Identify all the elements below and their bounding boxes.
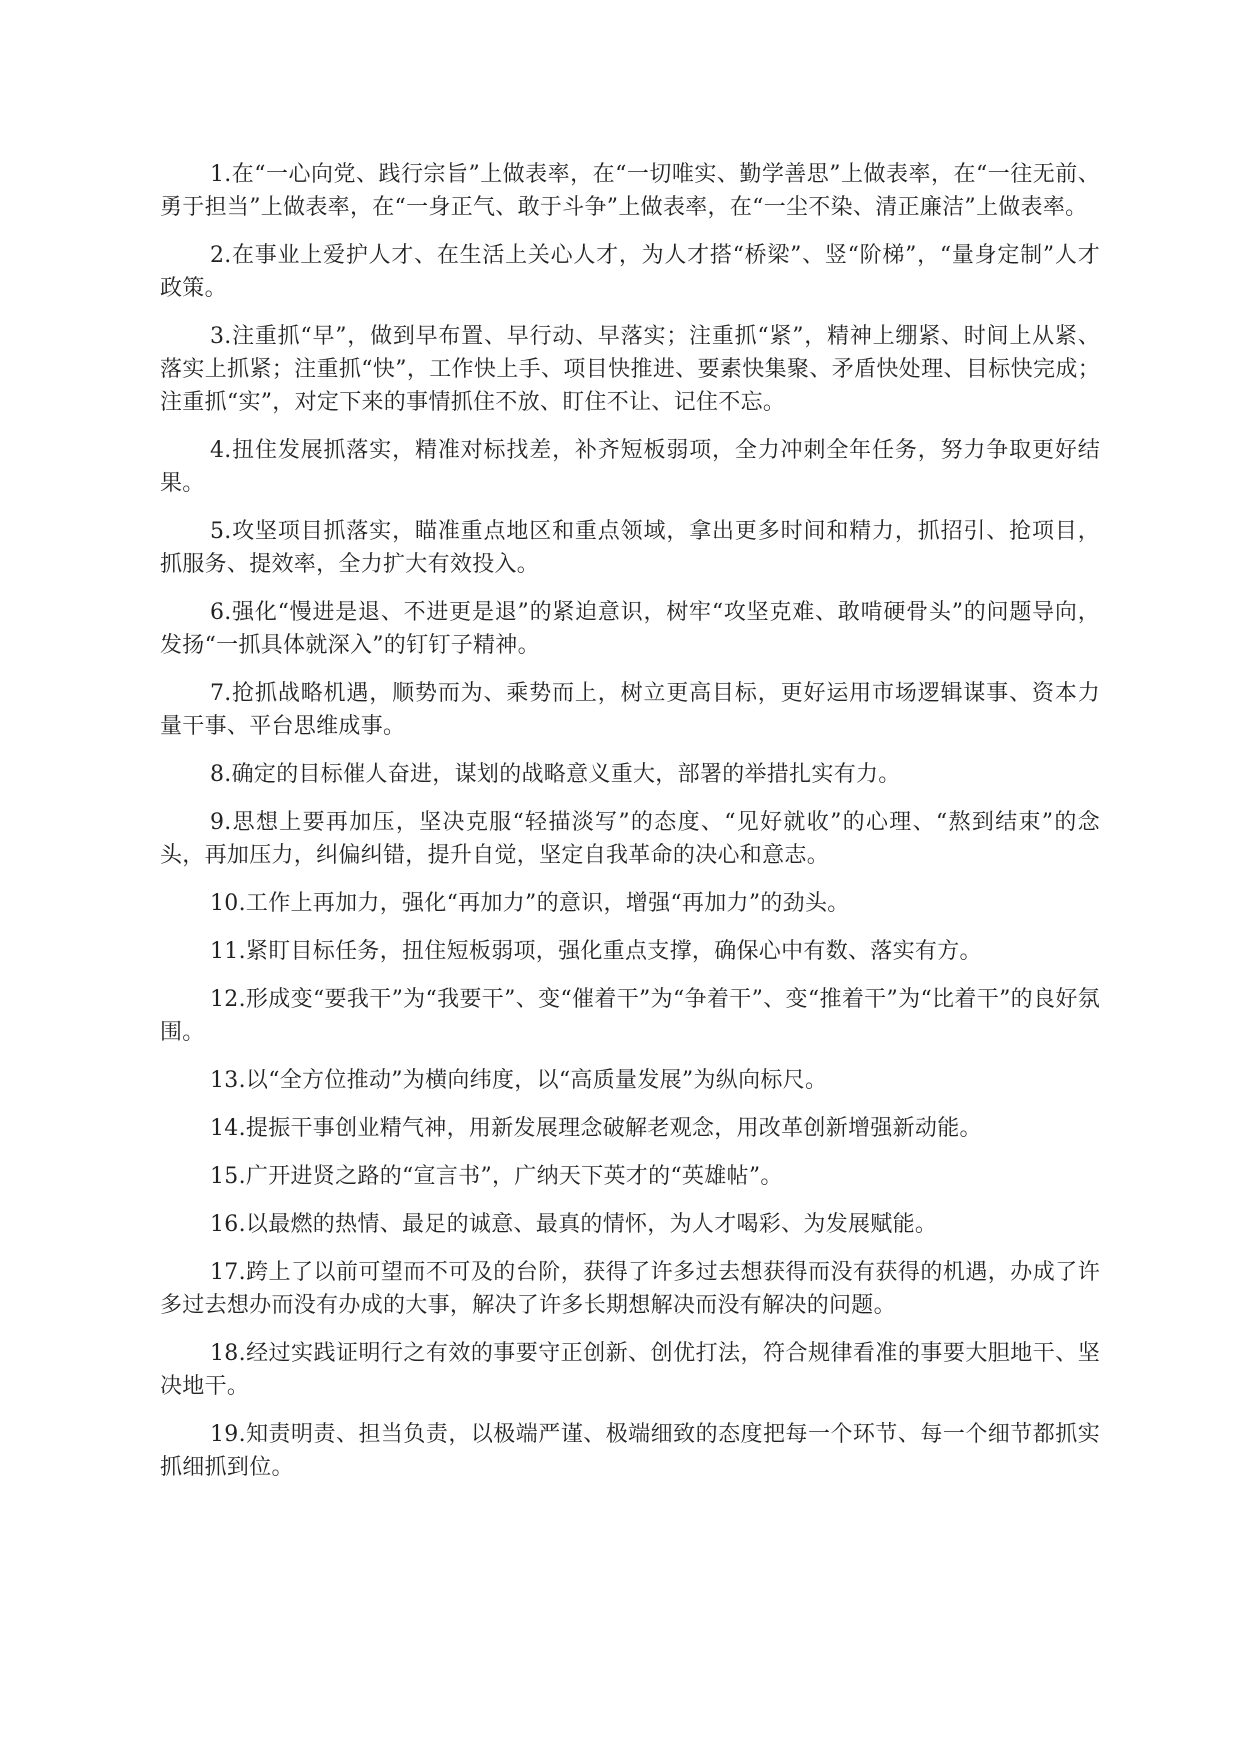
list-item [160, 1160, 1100, 1193]
list-item [160, 1418, 1100, 1484]
item-number: 2. [210, 243, 232, 268]
item-text: 强化“慢进是退、不进更是退”的紧迫意识，树牢“攻坚克难、敢啃硬骨头”的问题导向，发扬“一抓具体就深入”的钉钉子精神。 [160, 600, 1100, 658]
item-number: 4. [210, 438, 232, 463]
list-item [160, 677, 1100, 743]
list-item [160, 758, 1100, 791]
item-number: 12. [210, 987, 246, 1012]
list-item [160, 1256, 1100, 1322]
document-body [160, 158, 1100, 1499]
item-text: 以最燃的热情、最足的诚意、最真的情怀，为人才喝彩、为发展赋能。 [245, 1212, 938, 1237]
item-text: 确定的目标催人奋进，谋划的战略意义重大，部署的举措扎实有力。 [231, 762, 901, 787]
item-number: 15. [210, 1164, 246, 1189]
list-item [160, 983, 1100, 1049]
list-item [160, 1337, 1100, 1403]
item-number: 16. [210, 1212, 246, 1237]
item-text: 思想上要再加压，坚决克服“轻描淡写”的态度、“见好就收”的心理、“熬到结束”的念头，再加压力，纠偏纠错，提升自觉，坚定自我革命的决心和意志。 [160, 810, 1100, 868]
item-text: 注重抓“早”，做到早布置、早行动、早落实；注重抓“紧”，精神上绷紧、时间上从紧、落实上抓紧；注重抓“快”，工作快上手、项目快推进、要素快集聚、矛盾快处理、目标快完成；注重抓“实”，对定下来的事情抓住不放、盯住不让、记住不忘。 [160, 324, 1100, 415]
item-number: 10. [210, 891, 246, 916]
item-number: 1. [210, 162, 232, 187]
list-item [160, 515, 1100, 581]
item-text: 跨上了以前可望而不可及的台阶，获得了许多过去想获得而没有获得的机遇，办成了许多过去想办而没有办成的大事，解决了许多长期想解决而没有解决的问题。 [160, 1260, 1100, 1318]
item-number: 7. [210, 681, 232, 706]
item-number: 18. [210, 1341, 246, 1366]
list-item [160, 1112, 1100, 1145]
item-number: 14. [210, 1116, 246, 1141]
list-item [160, 1208, 1100, 1241]
item-text: 工作上再加力，强化“再加力”的意识，增强“再加力”的劲头。 [245, 891, 850, 916]
list-item [160, 596, 1100, 662]
list-item [160, 158, 1100, 224]
item-text: 提振干事创业精气神，用新发展理念破解老观念，用改革创新增强新动能。 [245, 1116, 982, 1141]
item-text: 紧盯目标任务，扭住短板弱项，强化重点支撑，确保心中有数、落实有方。 [245, 939, 982, 964]
item-number: 8. [210, 762, 232, 787]
item-number: 11. [210, 939, 246, 964]
list-item [160, 239, 1100, 305]
item-number: 3. [210, 324, 232, 349]
item-number: 19. [210, 1422, 246, 1447]
item-text: 以“全方位推动”为横向纬度，以“高质量发展”为纵向标尺。 [245, 1068, 828, 1093]
list-item [160, 434, 1100, 500]
item-number: 5. [210, 519, 232, 544]
item-number: 17. [210, 1260, 246, 1285]
item-text: 在“一心向党、践行宗旨”上做表率，在“一切唯实、勤学善思”上做表率，在“一往无前、勇于担当”上做表率，在“一身正气、敢于斗争”上做表率，在“一尘不染、清正廉洁”上做表率。 [160, 162, 1100, 220]
item-text: 知责明责、担当负责，以极端严谨、极端细致的态度把每一个环节、每一个细节都抓实抓细抓到位。 [160, 1422, 1100, 1480]
item-text: 广开进贤之路的“宣言书”，广纳天下英才的“英雄帖”。 [245, 1164, 783, 1189]
item-text: 经过实践证明行之有效的事要守正创新、创优打法，符合规律看准的事要大胆地干、坚决地干。 [160, 1341, 1100, 1399]
list-item [160, 320, 1100, 419]
list-item [160, 806, 1100, 872]
list-item [160, 887, 1100, 920]
item-text: 在事业上爱护人才、在生活上关心人才，为人才搭“桥梁”、竖“阶梯”，“量身定制”人才政策。 [160, 243, 1100, 301]
item-number: 13. [210, 1068, 246, 1093]
item-text: 扭住发展抓落实，精准对标找差，补齐短板弱项，全力冲刺全年任务，努力争取更好结果。 [160, 438, 1100, 496]
item-number: 6. [210, 600, 232, 625]
item-text: 抢抓战略机遇，顺势而为、乘势而上，树立更高目标，更好运用市场逻辑谋事、资本力量干事、平台思维成事。 [160, 681, 1100, 739]
item-number: 9. [210, 810, 232, 835]
item-text: 形成变“要我干”为“我要干”、变“催着干”为“争着干”、变“推着干”为“比着干”的良好氛围。 [160, 987, 1100, 1045]
item-text: 攻坚项目抓落实，瞄准重点地区和重点领域，拿出更多时间和精力，抓招引、抢项目，抓服务、提效率，全力扩大有效投入。 [160, 519, 1100, 577]
list-item [160, 935, 1100, 968]
list-item [160, 1064, 1100, 1097]
